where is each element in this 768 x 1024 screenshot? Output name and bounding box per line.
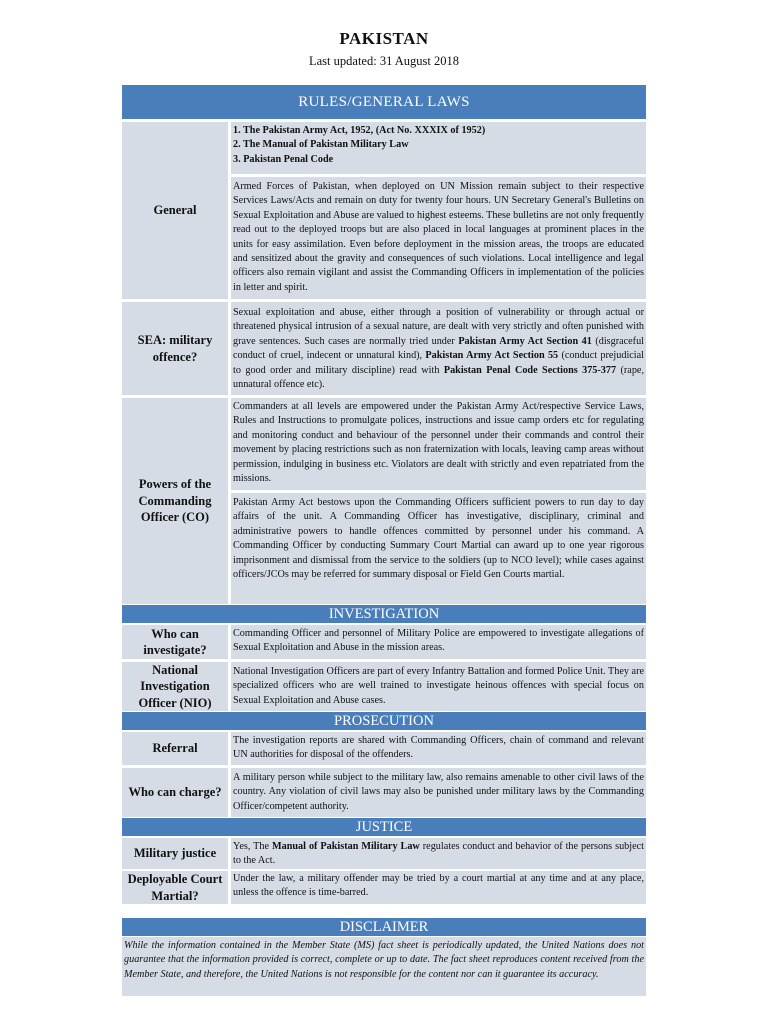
sea-text-2: (disgraceful conduct of cruel, indecent or unnatural kind), [233,335,644,362]
co-text-1: Commanders at all levels are empowered under the Pakistan Army Act/respective Service Laws, Rules and Instructions to promulgate polices, instructions and issue camp orders etc for regulating and monitoring conduct and behaviour of the personnel under their commands and control their movement by placing restrictions such as non fraternization with locals, leaving camp areas without permission, indulging in business etc. Violators are dealt with strictly and even repatriated from the missions. [231,398,646,490]
label-nio: National Investigation Officer (NIO) [122,662,228,711]
section-rules-header: RULES/GENERAL LAWS [122,85,646,119]
label-co-powers: Powers of the Commanding Officer (CO) [122,398,228,604]
army-act-s55: Pakistan Army Act Section 55 [425,350,559,362]
label-who-charge: Who can charge? [122,768,228,817]
last-updated: Last updated: 31 August 2018 [309,54,459,68]
nio-text: National Investigation Officers are part of every Infantry Battalion and formed Police Unit. They are specialized officers who are well trained to investigate heinous offences with special focus on Sexual Exploitation and Abuse cases. [231,662,646,711]
army-act-s41: Pakistan Army Act Section 41 [458,335,592,347]
court-martial-text: Under the law, a military offender may be tried by a court martial at any time and at any place, unless the offence is time-barred. [231,871,646,904]
disclaimer-text: While the information contained in the Member State (MS) fact sheet is periodically updated, the United Nations does not guarantee that the information provided is correct, complete or up to date. The fact sheet reproduces content received from the Member State, and therefore, the United Nations is not responsible for the content nor can it guarantee its accuracy. [122,937,646,996]
section-disclaimer-header: DISCLAIMER [122,918,646,936]
co-text-2: Pakistan Army Act bestows upon the Commanding Officers sufficient powers to run day to day affairs of the unit. A Commanding Officer has investigative, disciplinary, criminal and administrative powers to handle offences committed by personnel under his command. A Commanding Officer by conducting Summary Court Martial can award up to one year rigorous imprisonment and dismissal from the service to the soldiers (up to NCO level); while cases against officers/JCOs may be referred for summary disposal or Field Gen Courts martial. [231,493,646,604]
mj-text-1: Yes, The [233,841,272,852]
law-item: 1. The Pakistan Army Act, 1952, (Act No. XXXIX of 1952) [233,125,486,136]
section-investigation-header: INVESTIGATION [122,605,646,623]
sea-text [231,302,646,395]
law-item: 2. The Manual of Pakistan Military Law [233,139,409,151]
manual-military-law: Manual of Pakistan Military Law [272,841,420,852]
sea-text-1: Sexual exploitation and abuse, either through a position of vulnerability or through actual or threatened physical intrusion of a sexual nature, are dealt with very strictly and often punished with grave sentences. Such cases are normally tried under [233,307,644,347]
label-referral: Referral [122,732,228,765]
referral-text: The investigation reports are shared with Commanding Officers, chain of command and relevant UN authorities for disposal of the offenders. [231,732,646,765]
mj-text-2: regulates conduct and behavior of the persons subject to the Act. [233,841,644,867]
label-who-investigate: Who can investigate? [122,625,228,659]
general-text: Armed Forces of Pakistan, when deployed on UN Mission remain subject to their respective Services Laws/Acts and remain on duty for twenty four hours. UN Secretary General's Bulletins on Sexual Exploitation and Abuse are valued to highest esteems. These bulletins are not only frequently read out to the deployed troops but are also placed in local languages at prominent places in the units for easy assimilation. Even before deployment in the mission areas, the troops are educated and sensitized about the gravity and consequences of such violations. Local intelligence and legal officers also remain vigilant and assist the Commanding Officers in implementation of the policies in letter and spirit. [231,177,646,299]
military-justice-text [231,838,646,869]
law-item: 3. Pakistan Penal Code [233,153,334,165]
page-title: PAKISTAN [339,29,429,48]
sea-text-4: (rape, unnatural offence etc). [233,364,644,391]
sea-text-3: (conduct prejudicial to good order and military discipline) read with [233,350,644,376]
law-list [231,122,646,174]
section-justice-header: JUSTICE [122,818,646,836]
label-general: General [122,122,228,299]
label-court-martial: Deployable Court Martial? [122,871,228,904]
penal-code-sections: Pakistan Penal Code Sections 375-377 [443,364,617,376]
label-sea: SEA: military offence? [122,302,228,395]
who-charge-text: A military person while subject to the military law, also remains amenable to other civil laws of the country. Any violation of civil laws may also be punished under military laws by the Commanding Officer/competent authority. [231,768,646,817]
section-prosecution-header: PROSECUTION [122,712,646,730]
label-military-justice: Military justice [122,838,228,869]
who-investigate-text: Commanding Officer and personnel of Military Police are empowered to investigate allegations of Sexual Exploitation and Abuse in the mission areas. [231,625,646,659]
